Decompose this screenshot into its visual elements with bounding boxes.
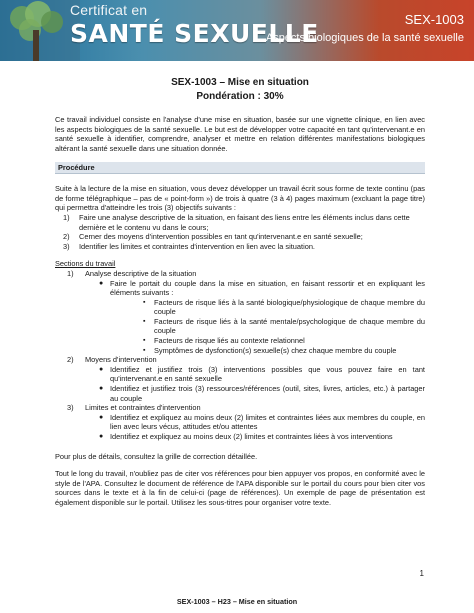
details-paragraph: Pour plus de détails, consultez la grille de correction détaillée. [55,451,258,461]
course-code: SEX-1003 [404,12,464,27]
objective-number: 3) [63,241,70,251]
section-title: 3) Limites et contraintes d'intervention [67,403,201,413]
section-title: 1) Analyse descriptive de la situation [67,268,197,278]
bullet-icon: ● [99,279,104,287]
list-item: ▪ Facteurs de risque liés au contexte relationnel [143,336,305,346]
objective-text: Identifier les limites et contraintes d'intervention en lien avec la situation. [79,241,315,251]
references-paragraph: Tout le long du travail, n'oubliez pas de citer vos références pour bien appuyer vos propos, en conformité avec le style de l'APA. Consultez le document de référence de l'APA disponible sur le portail du cours pour bien citer vos sources dans le texte et à la fin de celui-ci (page de références). Un exemple de page de présentation est également disponible sur le portail. Utilisez les sous-titres pour organiser votre texte. [55,469,425,507]
course-title: Aspects biologiques de la santé sexuelle [265,32,464,44]
procedure-heading: Procédure [55,162,425,175]
document-body [55,70,425,516]
objective-text: Faire une analyse descriptive de la situation, en faisant des liens entre les éléments inclus dans cette dernière et le contenu vu dans le cours; [79,212,410,232]
list-item: ▪ Symptômes de dysfonction(s) sexuelle(s) chez chaque membre du couple [143,345,397,355]
bullet-icon: ▪ [143,346,146,354]
bullet-icon: ● [99,433,104,440]
section-2-title: Moyens d'intervention [85,355,157,365]
objective-number: 2) [63,232,70,242]
section-3-title: Limites et contraintes d'intervention [85,403,201,413]
section-title: 2) Moyens d'intervention [67,355,157,365]
page-number: 1 [419,569,424,578]
section-1-title: Analyse descriptive de la situation [85,268,197,278]
list-item: ● Identifiez et justifiez trois (3) ressources/références (outil, sites, livres, articles, etc.) à partager au couple [99,384,425,403]
list-item: ▪ Facteurs de risque liés à la santé biologique/physiologique de chaque membre du couple [143,297,425,317]
document-title: SEX-1003 – Mise en situation [171,77,309,88]
sections-heading: Sections du travail [55,259,116,269]
objective-item [63,232,425,242]
list-item: ● Identifiez et expliquez au moins deux (2) limites et contraintes liées à vos interventions [99,432,393,441]
header-banner [0,0,474,61]
page-footer: SEX-1003 – H23 – Mise en situation [176,597,298,606]
bullet-icon: ● [99,385,104,393]
bullet-icon: ● [99,365,104,373]
list-item: ● Identifiez et expliquez au moins deux (2) limites et contraintes liées aux membres du couple, en lien avec leurs vécus, attitudes et/ou attentes [99,412,425,432]
bullet-icon: ▪ [143,317,146,325]
objective-number: 1) [63,212,70,222]
bullet-icon: ▪ [143,298,146,306]
bullet-icon: ● [99,413,104,421]
objective-text: Cerner des moyens d'intervention possibles en tant qu'intervenant.e en santé sexuelle; [79,232,363,242]
bullet-icon: ▪ [143,337,146,345]
list-item: ● Identifiez et justifiez trois (3) interventions possibles que vous pouvez faire en tant qu'intervenant.e en santé sexuelle [99,364,425,384]
list-item: ▪ Facteurs de risque liés à la santé mentale/psychologique de chaque membre du couple [143,316,425,336]
intro-paragraph: Ce travail individuel consiste en l'analyse d'une mise en situation, basée sur une vignette clinique, en lien avec les aspects biologiques de la santé sexuelle. Le but est de développer votre capacité en tant qu'intervenant.e en santé sexuelle à identifier, comprendre, analyser et mettre en relation différentes manifestations biologiques altérant la santé sexuelle dans une situation donnée. [55,115,425,153]
list-item: ● Faire le portait du couple dans la mise en situation, en faisant ressortir et en expliquant les éléments suivants : [99,278,425,298]
procedure-paragraph: Suite à la lecture de la mise en situation, vous devez développer un travail écrit sous forme de texte continu (pas de forme télégraphique – pas de « point-form ») de trois à quatre (3 à 4) pages maximum (excluant la page titre) qui permettra d'atteindre les trois (3) objectifs suivants : [55,184,425,213]
certificate-label: Certificat en [70,2,148,18]
tree-logo-icon [0,0,80,61]
objective-item [63,213,425,232]
objective-item [63,242,425,252]
program-name: SANTÉ SEXUELLE [70,19,319,48]
document-weight: Pondération : 30% [196,90,284,102]
